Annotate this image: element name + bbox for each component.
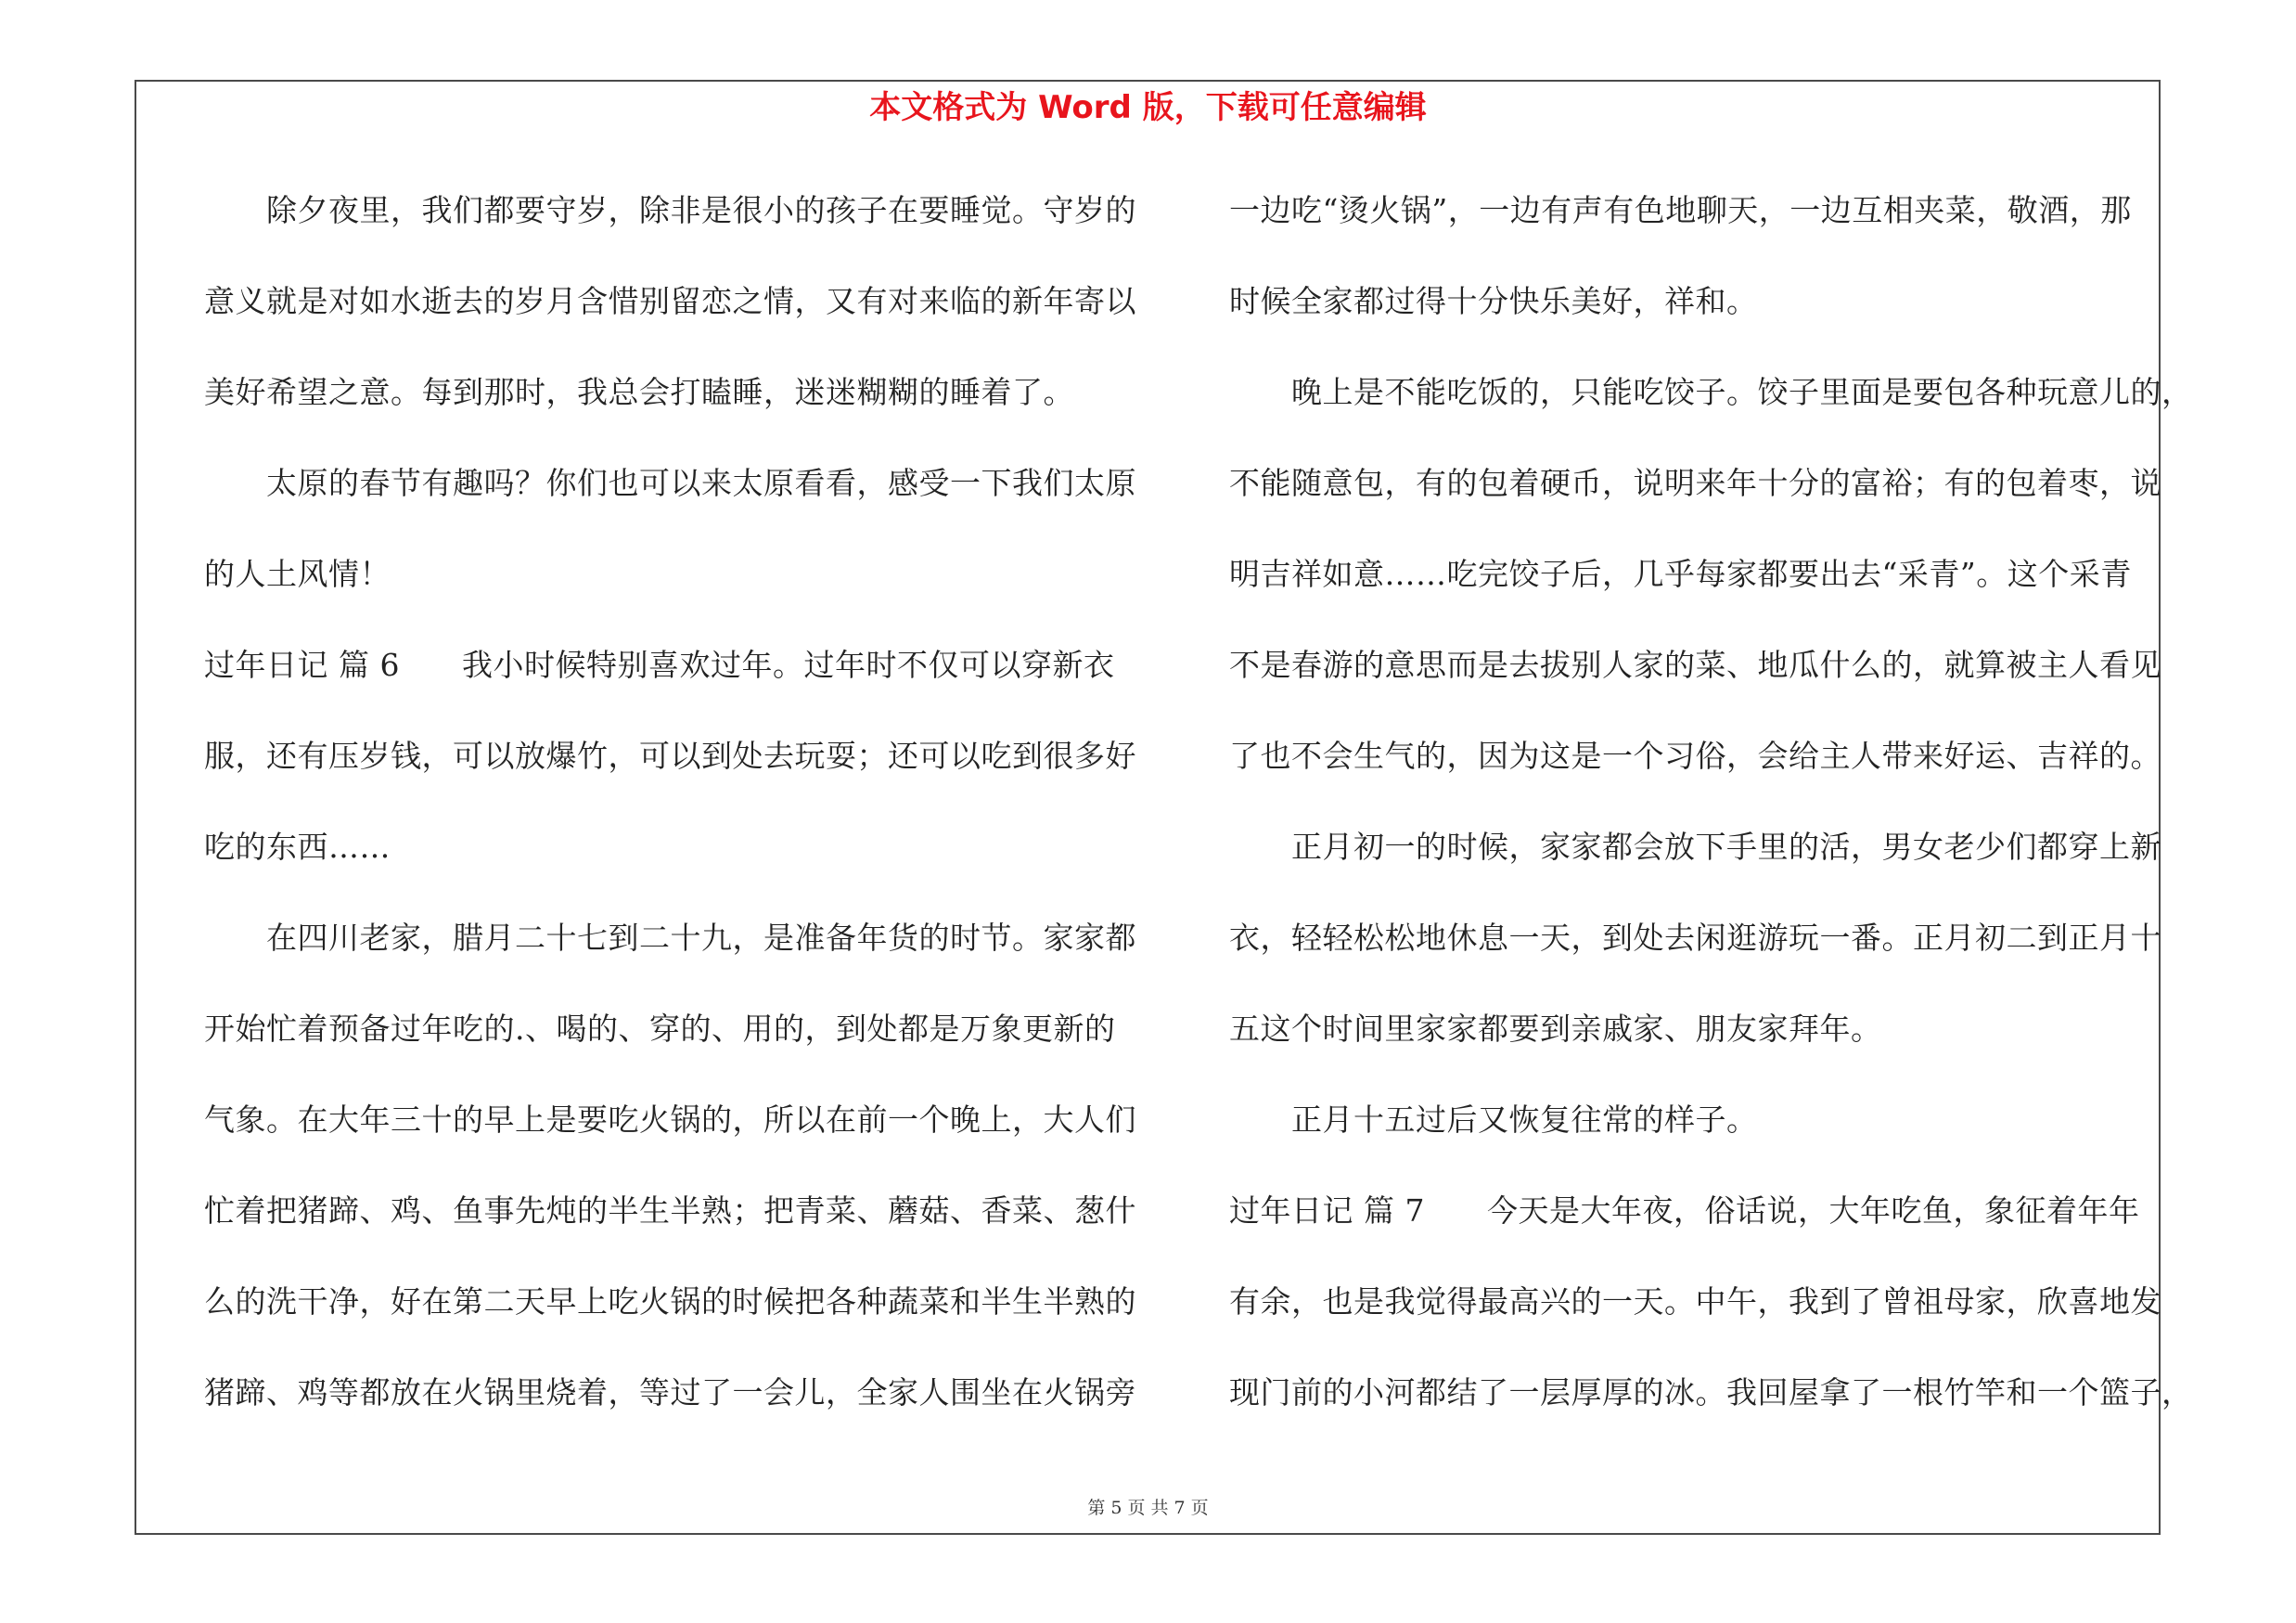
text-line: 衣，轻轻松松地休息一天，到处去闲逛游玩一番。正月初二到正月十 [1229,920,2161,956]
text-line: 气象。在大年三十的早上是要吃火锅的，所以在前一个晚上，大人们 [204,1101,1136,1138]
text-line: 太原的春节有趣吗？你们也可以来太原看看，感受一下我们太原 [204,465,1136,501]
text-line: 五这个时间里家家都要到亲戚家、朋友家拜年。 [1229,1011,1882,1047]
text-line: 晚上是不能吃饭的，只能吃饺子。饺子里面是要包各种玩意儿的， [1229,374,2193,410]
text-line: 不能随意包，有的包着硬币，说明来年十分的富裕；有的包着枣，说 [1229,465,2161,501]
left-column [204,182,1136,1455]
text-line: 服，还有压岁钱，可以放爆竹，可以到处去玩耍；还可以吃到很多好 [204,738,1136,774]
text-line: 除夕夜里，我们都要守岁，除非是很小的孩子在要睡觉。守岁的 [204,192,1136,228]
text-line: 开始忙着预备过年吃的.、喝的、穿的、用的，到处都是万象更新的 [204,1011,1116,1047]
text-line: 的人土风情！ [204,556,391,592]
text-line: 正月十五过后又恢复往常的样子。 [1229,1101,1758,1138]
section-heading-line: 过年日记 篇 6 我小时候特别喜欢过年。过年时不仅可以穿新衣 [204,647,1115,683]
text-line: 猪蹄、鸡等都放在火锅里烧着，等过了一会儿，全家人围坐在火锅旁 [204,1374,1136,1410]
text-line: 不是春游的意思而是去拔别人家的菜、地瓜什么的，就算被主人看见 [1229,647,2161,683]
text-line: 忙着把猪蹄、鸡、鱼事先炖的半生半熟；把青菜、蘑菇、香菜、葱什 [204,1192,1136,1229]
text-line: 吃的东西…… [204,829,391,865]
page-number-footer: 第 5 页 共 7 页 [1087,1498,1209,1518]
text-line: 明吉祥如意……吃完饺子后，几乎每家都要出去“采青”。这个采青 [1229,556,2132,592]
text-line: 在四川老家，腊月二十七到二十九，是准备年货的时节。家家都 [204,920,1136,956]
text-line: 意义就是对如水逝去的岁月含惜别留恋之情，又有对来临的新年寄以 [204,283,1136,319]
text-line: 时候全家都过得十分快乐美好，祥和。 [1229,283,1758,319]
header-title: 本文格式为 Word 版，下载可任意编辑 [869,89,1427,126]
text-line: 了也不会生气的，因为这是一个习俗，会给主人带来好运、吉祥的。 [1229,738,2161,774]
right-column [1229,182,2193,1455]
text-line: 有余，也是我觉得最高兴的一天。中午，我到了曾祖母家，欣喜地发 [1229,1283,2161,1320]
text-line: 现门前的小河都结了一层厚厚的冰。我回屋拿了一根竹竿和一个篮子， [1229,1374,2193,1410]
text-line: 一边吃“烫火锅”，一边有声有色地聊天，一边互相夹菜，敬酒，那 [1229,192,2132,228]
text-line: 么的洗干净，好在第二天早上吃火锅的时候把各种蔬菜和半生半熟的 [204,1283,1136,1320]
text-line: 美好希望之意。每到那时，我总会打瞌睡，迷迷糊糊的睡着了。 [204,374,1074,410]
text-line: 正月初一的时候，家家都会放下手里的活，男女老少们都穿上新 [1229,829,2161,865]
section-heading-line: 过年日记 篇 7 今天是大年夜，俗话说，大年吃鱼，象征着年年 [1229,1192,2140,1229]
